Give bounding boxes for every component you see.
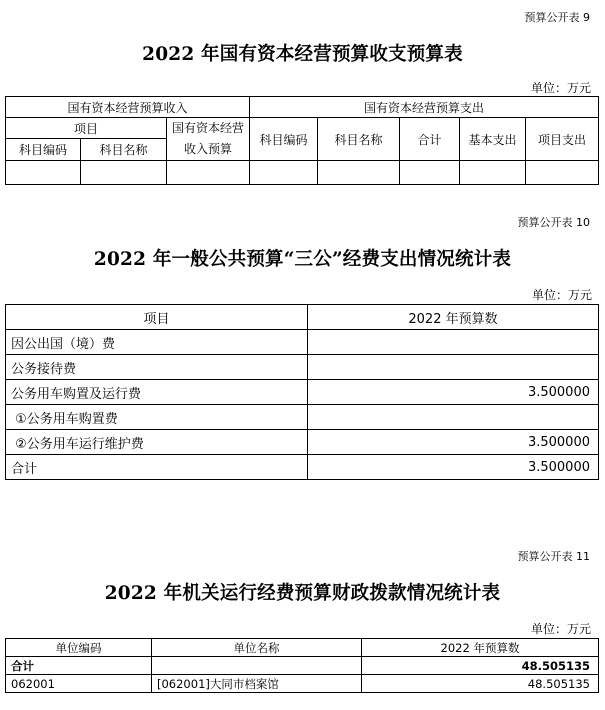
empty-cell: [6, 161, 81, 185]
total-label: 合计: [6, 657, 152, 675]
expense-col-total: 合计: [400, 118, 460, 161]
row-value: 3.500000: [308, 380, 599, 405]
total-row: [6, 657, 599, 675]
table-row: [6, 405, 599, 430]
income-budget-header: 国有资本经营收入预算: [167, 118, 250, 161]
expense-col-basic: 基本支出: [460, 118, 526, 161]
item-header: 项目: [6, 118, 167, 139]
row-item: 合计: [6, 455, 308, 480]
empty-cell: [400, 161, 460, 185]
table10-col-budget: 2022 年预算数: [308, 305, 599, 330]
table11-title: 2022 年机关运行经费预算财政拨款情况统计表: [104, 583, 501, 604]
table11-col-code: 单位编码: [6, 639, 152, 657]
unit-name: [062001]大同市档案馆: [152, 675, 362, 693]
table10-grid: [5, 304, 599, 480]
table10-unit: 单位：万元: [531, 288, 592, 302]
income-col-name: 科目名称: [81, 139, 167, 161]
expense-col-code: 科目编码: [250, 118, 318, 161]
row-value: 3.500000: [308, 455, 599, 480]
table-row: [6, 380, 599, 405]
empty-cell: [460, 161, 526, 185]
expense-col-name: 科目名称: [318, 118, 400, 161]
row-item: 因公出国（境）费: [6, 330, 308, 355]
table9-title: 2022 年国有资本经营预算收支预算表: [142, 44, 463, 65]
table11-col-name: 单位名称: [152, 639, 362, 657]
row-value: [308, 405, 599, 430]
total-value: 48.505135: [362, 657, 599, 675]
empty-cell: [167, 161, 250, 185]
table9-unit: 单位：万元: [530, 81, 591, 95]
row-value: [308, 330, 599, 355]
table-row: [6, 430, 599, 455]
total-name: [152, 657, 362, 675]
row-item: ①公务用车购置费: [6, 405, 308, 430]
table11-code: 预算公开表 11: [517, 550, 590, 563]
row-item: 公务用车购置及运行费: [6, 380, 308, 405]
table11-grid: [5, 638, 599, 693]
row-item: ②公务用车运行维护费: [6, 430, 308, 455]
income-col-code: 科目编码: [6, 139, 81, 161]
table-row: [6, 675, 599, 693]
row-value: 3.500000: [308, 430, 599, 455]
table11-unit: 单位：万元: [530, 622, 591, 636]
table10-code: 预算公开表 10: [517, 216, 590, 229]
empty-cell: [318, 161, 400, 185]
unit-value: 48.505135: [362, 675, 599, 693]
empty-cell: [81, 161, 167, 185]
table10-title: 2022 年一般公共预算“三公”经费支出情况统计表: [93, 249, 512, 270]
table11-col-budget: 2022 年预算数: [362, 639, 599, 657]
table9-grid: [5, 96, 599, 185]
table-row: [6, 455, 599, 480]
row-item: 公务接待费: [6, 355, 308, 380]
expense-header: 国有资本经营预算支出: [250, 97, 599, 118]
table-row: [6, 355, 599, 380]
income-header: 国有资本经营预算收入: [6, 97, 250, 118]
unit-code: 062001: [6, 675, 152, 693]
empty-cell: [526, 161, 599, 185]
table10-col-item: 项目: [6, 305, 308, 330]
row-value: [308, 355, 599, 380]
expense-col-project: 项目支出: [526, 118, 599, 161]
table9-code: 预算公开表 9: [524, 11, 590, 24]
table-row: [6, 330, 599, 355]
empty-cell: [250, 161, 318, 185]
